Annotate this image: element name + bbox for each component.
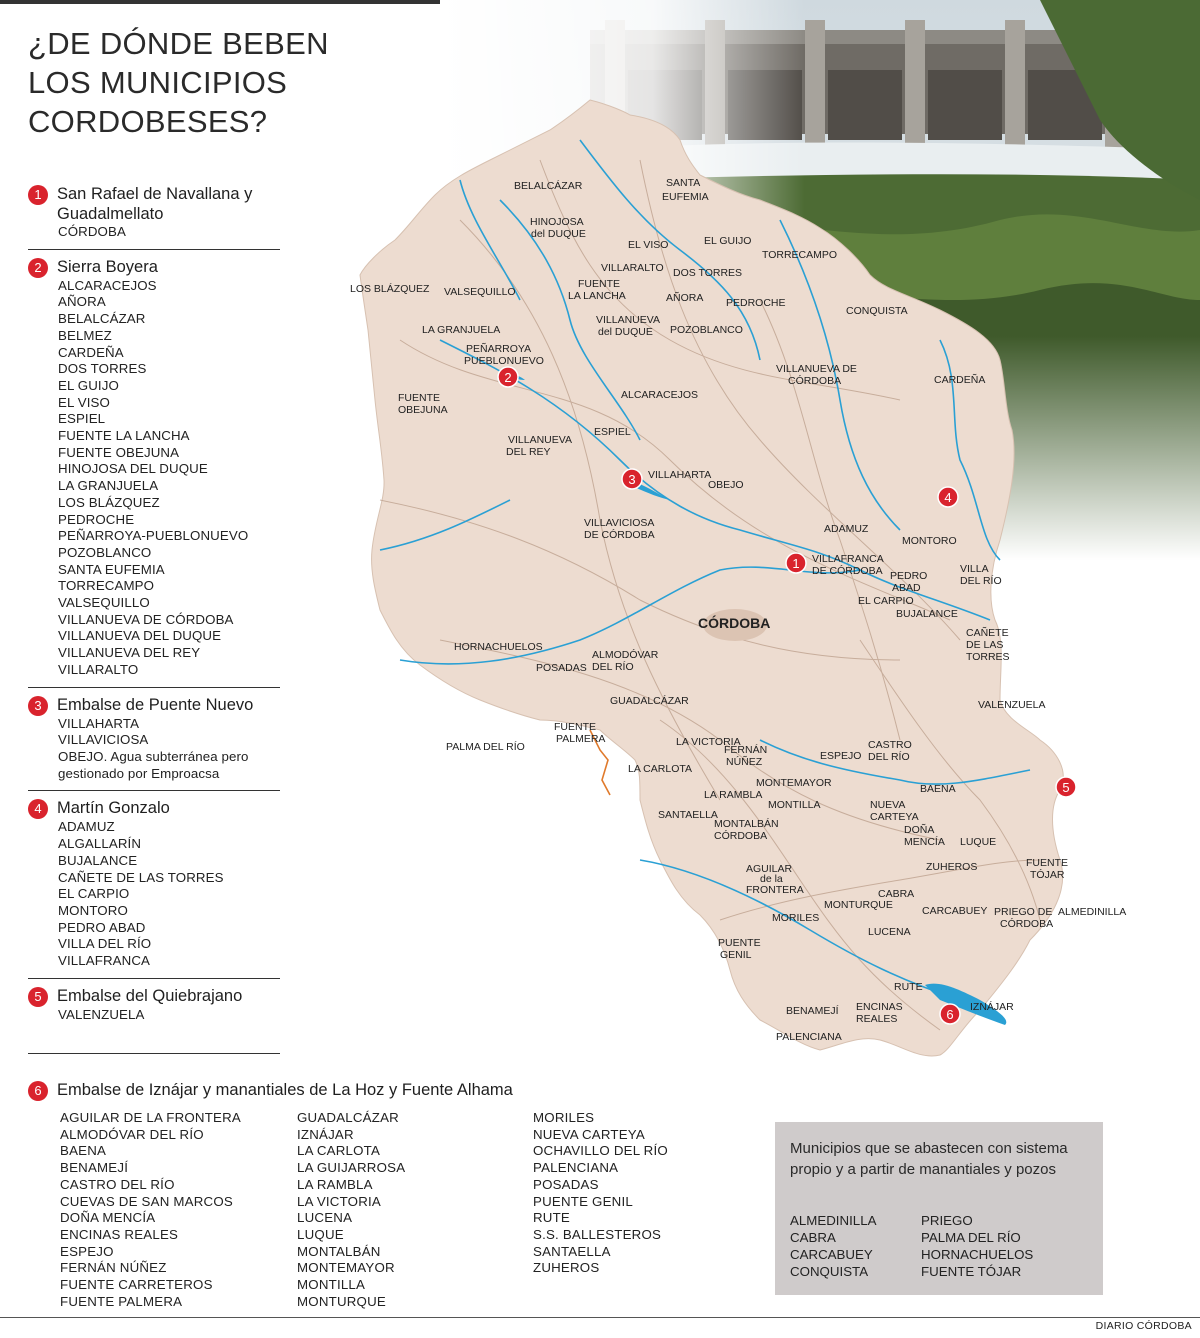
municipality-item: EL GUIJO <box>58 377 119 393</box>
municipality-item: ZUHEROS <box>533 1260 600 1276</box>
map-label: DOS TORRES <box>673 267 743 279</box>
map-label: VALENZUELA <box>978 699 1046 711</box>
map-label: MONTURQUE <box>824 899 893 911</box>
svg-text:3: 3 <box>628 472 636 487</box>
municipality-item: FERNÁN NÚÑEZ <box>60 1260 167 1276</box>
map-label: PEDRO <box>890 570 928 582</box>
bottom-rule <box>0 1317 1200 1318</box>
municipality-column-3 <box>533 1110 763 1277</box>
municipality-item: FUENTE PALMERA <box>60 1293 183 1309</box>
map-label: MONTILLA <box>768 799 821 811</box>
map-label: PEDROCHE <box>726 297 786 309</box>
municipality-column-1 <box>60 1110 290 1310</box>
map-label: POZOBLANCO <box>670 324 743 336</box>
marker-5 <box>1056 777 1076 797</box>
municipality-item: PUENTE GENIL <box>533 1193 633 1209</box>
municipality-item: LUQUE <box>297 1226 344 1242</box>
map-label: del DUQUE <box>598 326 653 338</box>
municipality-item: CARDEÑA <box>58 344 124 360</box>
municipality-item: ALMEDINILLA <box>790 1213 877 1228</box>
map-label: PALENCIANA <box>776 1031 842 1043</box>
map-label: MONTEMAYOR <box>756 777 832 789</box>
map-label: TORRECAMPO <box>762 249 838 261</box>
group-name: Martín Gonzalo <box>57 799 170 818</box>
map-label: VILLAFRANCA <box>812 553 884 565</box>
map-label: DE CÓRDOBA <box>812 565 883 577</box>
map-label: LOS BLÁZQUEZ <box>350 283 430 295</box>
map-label: ESPIEL <box>594 426 631 438</box>
map-label: EUFEMIA <box>662 191 709 203</box>
map-label: REALES <box>856 1013 898 1025</box>
map-label: POSADAS <box>536 662 587 674</box>
map-label: CÓRDOBA <box>788 375 842 387</box>
map-label: ABAD <box>892 582 921 594</box>
municipality-item: LUCENA <box>297 1210 353 1226</box>
credit: DIARIO CÓRDOBA <box>1095 1320 1192 1332</box>
svg-text:4: 4 <box>944 490 952 505</box>
map-label: VILLAHARTA <box>648 469 712 481</box>
number-badge: 2 <box>28 258 48 278</box>
legend-group-2 <box>28 257 280 688</box>
municipality-item: FUENTE CARRETEROS <box>60 1277 213 1293</box>
map-label: TÓJAR <box>1030 869 1065 881</box>
map-label: MONTORO <box>902 535 957 547</box>
municipality-item: OCHAVILLO DEL RÍO <box>533 1143 668 1159</box>
municipality-item: MONTURQUE <box>297 1293 386 1309</box>
municipality-item: SANTAELLA <box>533 1243 611 1259</box>
map-label: CARDEÑA <box>934 374 986 386</box>
map-label: ADAMUZ <box>824 523 869 535</box>
map-label: PALMERA <box>556 733 606 745</box>
map-label: NUEVA <box>870 799 906 811</box>
municipality-item: ESPEJO <box>60 1243 114 1259</box>
municipality-item: VALENZUELA <box>58 1006 145 1022</box>
municipality-item: EL CARPIO <box>58 886 130 902</box>
map-label: VILLAVICIOSA <box>584 517 655 529</box>
map-label: OBEJO <box>708 479 744 491</box>
map-label: SANTA <box>666 177 701 189</box>
svg-text:1: 1 <box>792 556 800 571</box>
map-label: SANTAELLA <box>658 809 718 821</box>
map-label: CONQUISTA <box>846 305 908 317</box>
municipality-item: ALMODÓVAR DEL RÍO <box>60 1126 204 1142</box>
municipality-item: BENAMEJÍ <box>60 1160 129 1176</box>
map-label: BUJALANCE <box>896 608 958 620</box>
map-label: AÑORA <box>666 292 704 304</box>
map-label: PUEBLONUEVO <box>464 355 544 367</box>
municipality-item: SANTA EUFEMIA <box>58 561 165 577</box>
municipality-item: FUENTE OBEJUNA <box>58 444 180 460</box>
municipality-list <box>28 716 280 783</box>
map-label: GUADALCÁZAR <box>610 695 689 707</box>
number-badge: 4 <box>28 799 48 819</box>
marker-3 <box>622 469 642 489</box>
map-label: VILLANUEVA <box>508 434 572 446</box>
map-label: EL GUIJO <box>704 235 752 247</box>
map-label: LUCENA <box>868 926 911 938</box>
municipality-item: MONTALBÁN <box>297 1243 381 1259</box>
number-badge: 6 <box>28 1081 48 1101</box>
municipality-item: FUENTE TÓJAR <box>921 1264 1022 1279</box>
municipality-item: PALMA DEL RÍO <box>921 1230 1021 1245</box>
municipality-item: NUEVA CARTEYA <box>533 1126 645 1142</box>
map-label: FRONTERA <box>746 884 804 896</box>
map-label: ALMODÓVAR <box>592 649 659 661</box>
map-label: TORRES <box>966 651 1010 663</box>
map-label: LA CARLOTA <box>628 763 692 775</box>
municipality-item: MONTEMAYOR <box>297 1260 395 1276</box>
map-label: FUENTE <box>398 392 440 404</box>
municipality-item: ESPIEL <box>58 411 106 427</box>
municipality-item: CAÑETE DE LAS TORRES <box>58 869 224 885</box>
map-label: ENCINAS <box>856 1001 903 1013</box>
municipality-item: CÓRDOBA <box>58 224 126 239</box>
municipality-item: CASTRO DEL RÍO <box>60 1176 175 1192</box>
map-label: NÚÑEZ <box>726 756 763 768</box>
own-supply-column-1 <box>790 1212 876 1280</box>
own-supply-title: Municipios que se abastecen con sistema propio y a partir de manantiales y pozos <box>790 1140 1068 1178</box>
municipality-item: VILLAHARTA <box>58 715 140 731</box>
municipality-item: BUJALANCE <box>58 852 138 868</box>
legend-group-3 <box>28 695 280 792</box>
map-label: DOÑA <box>904 824 935 836</box>
marker-2 <box>498 367 518 387</box>
map-label: CÓRDOBA <box>714 830 768 842</box>
map-label: CABRA <box>878 888 915 900</box>
municipality-item: POZOBLANCO <box>58 544 152 560</box>
municipality-item: GUADALCÁZAR <box>297 1110 399 1125</box>
municipality-list <box>28 278 280 679</box>
map-label: del DUQUE <box>531 228 586 240</box>
legend-group-4 <box>28 798 280 978</box>
map-label: DE LAS <box>966 639 1004 651</box>
municipality-item: BELMEZ <box>58 327 112 343</box>
municipality-item: BAENA <box>60 1143 107 1159</box>
map-label: RUTE <box>894 981 923 993</box>
municipality-item: VALSEQUILLO <box>58 595 150 611</box>
municipality-item: VILLARALTO <box>58 661 139 677</box>
map-label: ESPEJO <box>820 750 862 762</box>
municipality-item: CUEVAS DE SAN MARCOS <box>60 1193 233 1209</box>
municipality-column-2 <box>297 1110 527 1310</box>
municipality-item: VILLA DEL RÍO <box>58 936 152 952</box>
map-label: FUENTE <box>578 278 620 290</box>
number-badge: 3 <box>28 696 48 716</box>
svg-text:5: 5 <box>1062 780 1070 795</box>
map-label: CARTEYA <box>870 811 919 823</box>
map-label: LA RAMBLA <box>704 789 763 801</box>
municipality-item: RUTE <box>533 1210 570 1226</box>
municipality-item: OBEJO. Agua subterránea pero gestionado por Emproacsa <box>58 748 249 781</box>
municipality-item: PRIEGO <box>921 1213 973 1228</box>
map-label: FUENTE <box>1026 857 1068 869</box>
map-label: BELALCÁZAR <box>514 180 583 192</box>
map-label: DEL RÍO <box>592 661 634 673</box>
page-title: ¿DE DÓNDE BEBEN LOS MUNICIPIOS CORDOBESES? <box>28 26 329 139</box>
municipality-item: PEDROCHE <box>58 511 135 527</box>
number-badge: 5 <box>28 987 48 1007</box>
map-label: DE CÓRDOBA <box>584 529 655 541</box>
municipality-list <box>28 224 280 241</box>
map-label: CARCABUEY <box>922 905 988 917</box>
map-label: IZNÁJAR <box>970 1001 1014 1013</box>
map-label: PUENTE <box>718 937 761 949</box>
municipality-item: VILLANUEVA DEL DUQUE <box>58 628 222 644</box>
municipality-item: ALCARACEJOS <box>58 277 157 293</box>
map-label: VILLANUEVA DE <box>776 363 857 375</box>
map-label: ALCARACEJOS <box>621 389 699 401</box>
group-name: Embalse de Puente Nuevo <box>57 695 254 714</box>
map-label: PALMA DEL RÍO <box>446 741 525 753</box>
own-supply-box <box>775 1122 1103 1295</box>
municipality-item: TORRECAMPO <box>58 578 155 594</box>
group-name: Embalse del Quiebrajano <box>57 986 243 1005</box>
municipality-item: MONTORO <box>58 902 128 918</box>
map-label: VILLARALTO <box>601 262 664 274</box>
group-name: Embalse de Iznájar y manantiales de La Hoz y Fuente Alhama <box>57 1081 513 1099</box>
map-label: DEL RÍO <box>960 575 1002 587</box>
map-label: OBEJUNA <box>398 404 448 416</box>
map-label: EL VISO <box>628 239 669 251</box>
map-label: GENIL <box>720 949 752 961</box>
municipality-item: HINOJOSA DEL DUQUE <box>58 461 208 477</box>
municipality-item: ADAMUZ <box>58 819 115 835</box>
map-label: HINOJOSA <box>530 216 584 228</box>
municipality-item: HORNACHUELOS <box>921 1247 1034 1262</box>
municipality-item: LA CARLOTA <box>297 1143 381 1159</box>
marker-4 <box>938 487 958 507</box>
map-label: LA GRANJUELA <box>422 324 501 336</box>
map-label: CASTRO <box>868 739 912 751</box>
municipality-item: PEDRO ABAD <box>58 919 146 935</box>
province-map <box>340 100 1127 1060</box>
legend-group-5 <box>28 986 280 1055</box>
municipality-item: POSADAS <box>533 1176 599 1192</box>
svg-text:6: 6 <box>946 1007 954 1022</box>
map-label: LA LANCHA <box>568 290 626 302</box>
map-label: FUENTE <box>554 721 596 733</box>
municipality-item: MORILES <box>533 1110 595 1125</box>
municipality-list <box>28 819 280 969</box>
map-label: PEÑARROYA <box>466 343 532 355</box>
map-label: PRIEGO DE <box>994 906 1053 918</box>
map-label: DEL RÍO <box>868 751 910 763</box>
map-label: BAENA <box>920 783 956 795</box>
group-name: San Rafael de Navallana y Guadalmellato <box>57 185 253 223</box>
map-label: MORILES <box>772 912 820 924</box>
map-label: LUQUE <box>960 836 997 848</box>
municipality-item: LA GUIJARROSA <box>297 1160 406 1176</box>
municipality-item: FUENTE LA LANCHA <box>58 428 190 444</box>
group-name: Sierra Boyera <box>57 257 158 276</box>
map-label: CAÑETE <box>966 627 1009 639</box>
marker-1 <box>786 553 806 573</box>
legend <box>28 184 280 1061</box>
municipality-item: DOS TORRES <box>58 361 147 377</box>
municipality-item: ALGALLARÍN <box>58 836 142 852</box>
municipality-item: CONQUISTA <box>790 1264 869 1279</box>
municipality-item: LA GRANJUELA <box>58 478 159 494</box>
municipality-item: LOS BLÁZQUEZ <box>58 494 160 510</box>
number-badge: 1 <box>28 185 48 205</box>
map-label: MONTALBÁN <box>714 818 779 830</box>
own-supply-column-2 <box>921 1212 1033 1280</box>
municipality-item: LA VICTORIA <box>297 1193 381 1209</box>
map-label: ZUHEROS <box>926 861 978 873</box>
map-label: EL CARPIO <box>858 595 914 607</box>
map-label: FERNÁN <box>724 744 768 756</box>
municipality-item: VILLANUEVA DEL REY <box>58 645 201 661</box>
municipality-item: CARCABUEY <box>790 1247 873 1262</box>
map-label: ALMEDINILLA <box>1058 906 1127 918</box>
marker-6 <box>940 1004 960 1024</box>
legend-group-1 <box>28 184 280 250</box>
map-label: VALSEQUILLO <box>444 286 516 298</box>
municipality-item: VILLAFRANCA <box>58 953 150 969</box>
map-label: BENAMEJÍ <box>786 1005 839 1017</box>
map-label: AGUILAR <box>746 863 793 875</box>
map-label: MENCÍA <box>904 836 945 848</box>
map-label: HORNACHUELOS <box>454 641 543 653</box>
municipality-item: EL VISO <box>58 394 110 410</box>
municipality-item: IZNÁJAR <box>297 1126 354 1142</box>
municipality-list <box>28 1007 280 1024</box>
municipality-item: AÑORA <box>58 294 106 310</box>
municipality-item: LA RAMBLA <box>297 1176 373 1192</box>
map-label: VILLANUEVA <box>596 314 660 326</box>
municipality-item: PALENCIANA <box>533 1160 619 1176</box>
svg-text:2: 2 <box>504 370 512 385</box>
municipality-item: CABRA <box>790 1230 836 1245</box>
map-label: CÓRDOBA <box>1000 918 1054 930</box>
map-label: DEL REY <box>506 446 551 458</box>
municipality-item: VILLANUEVA DE CÓRDOBA <box>58 611 234 627</box>
municipality-item: DOÑA MENCÍA <box>60 1210 156 1226</box>
municipality-item: S.S. BALLESTEROS <box>533 1226 662 1242</box>
municipality-item: BELALCÁZAR <box>58 311 146 327</box>
map-label-capital: CÓRDOBA <box>698 615 771 631</box>
municipality-item: AGUILAR DE LA FRONTERA <box>60 1110 241 1125</box>
map-label: de la <box>760 873 783 885</box>
municipality-item: PEÑARROYA-PUEBLONUEVO <box>58 528 249 544</box>
municipality-item: VILLAVICIOSA <box>58 732 149 748</box>
municipality-item: MONTILLA <box>297 1277 366 1293</box>
municipality-item: ENCINAS REALES <box>60 1226 179 1242</box>
map-label: VILLA <box>960 563 989 575</box>
map-label: LA VICTORIA <box>676 736 741 748</box>
